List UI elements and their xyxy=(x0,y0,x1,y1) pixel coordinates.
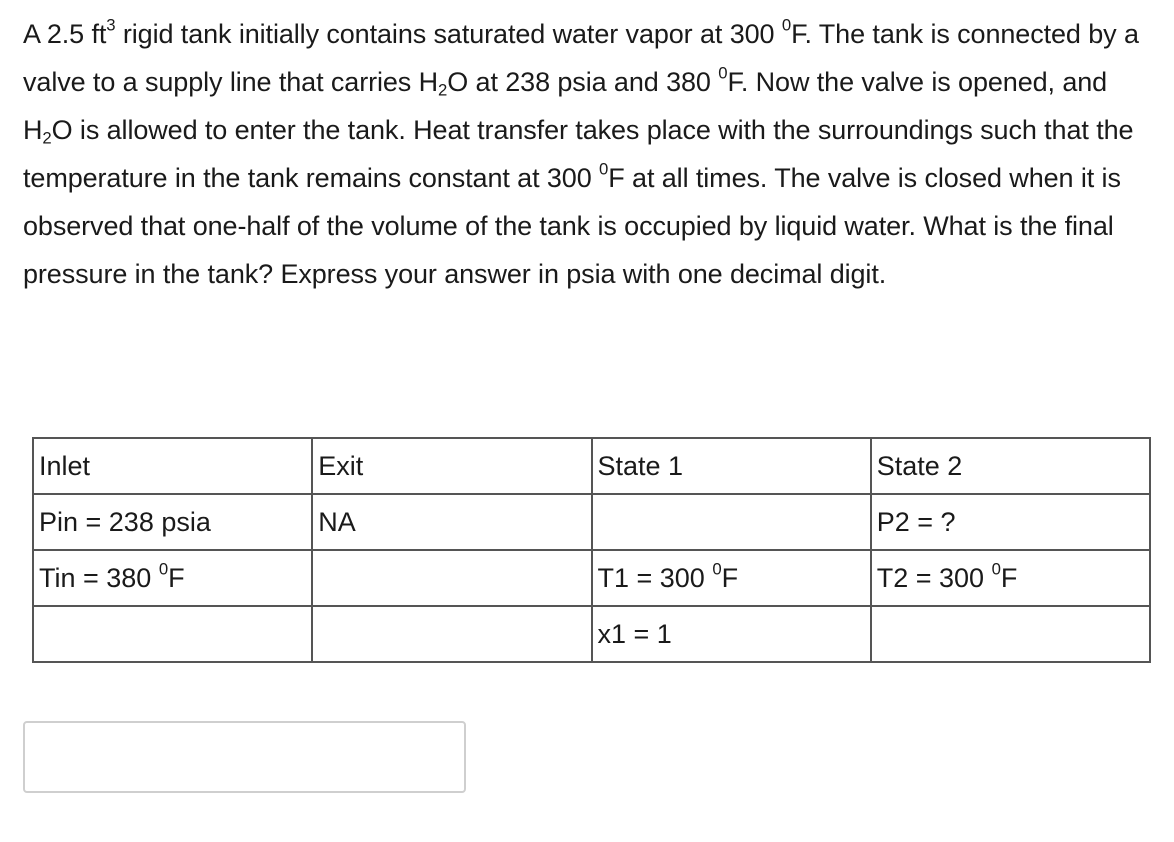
state-table xyxy=(32,437,1151,663)
cell-inlet-temperature: Tin = 380 $^0$F xyxy=(33,550,312,606)
header-inlet: Inlet xyxy=(33,438,312,494)
cell-exit-empty xyxy=(312,550,591,606)
cell-inlet-pressure: Pin = 238 psia xyxy=(33,494,312,550)
cell-exit-empty xyxy=(312,606,591,662)
superscript: 0 xyxy=(712,558,722,578)
superscript: 0 xyxy=(781,15,792,35)
cell-inlet-empty xyxy=(33,606,312,662)
cell-state2-empty xyxy=(871,606,1150,662)
cell-exit-value: NA xyxy=(312,494,591,550)
cell-state2-pressure: P2 = ? xyxy=(871,494,1150,550)
header-state-2: State 2 xyxy=(871,438,1150,494)
table-header-row xyxy=(33,438,1150,494)
cell-state2-temperature: T2 = 300 $^0$F xyxy=(871,550,1150,606)
superscript: 0 xyxy=(718,63,728,83)
superscript: 0 xyxy=(991,558,1001,578)
cell-state1-empty xyxy=(592,494,871,550)
superscript: 3 xyxy=(106,15,116,35)
table-row xyxy=(33,550,1150,606)
superscript: 0 xyxy=(599,159,609,179)
cell-state1-temperature: T1 = 300 $^0$F xyxy=(592,550,871,606)
header-exit: Exit xyxy=(312,438,591,494)
subscript: 2 xyxy=(438,80,448,100)
question-text: A 2.5 $ft^3$ rigid tank initially contains saturated water vapor at 300 $^0$F. The tank is connected by a valve to a supply line that carries $H_2O$ at 238 psia and 380 $^0$F. Now the valve is opened, and $H_2O$ is allowed to enter the tank. Heat transfer takes place with the surroundings such that the temperature in the tank remains constant at 300 $^0$F at all times. The valve is closed when it is observed that one-half of the volume of the tank is occupied by liquid water. What is the final pressure in the tank? Express your answer in psia with one decimal digit. xyxy=(23,15,1139,289)
header-state-1: State 1 xyxy=(592,438,871,494)
table-row xyxy=(33,606,1150,662)
answer-input[interactable] xyxy=(23,721,466,793)
superscript: 0 xyxy=(158,558,169,578)
cell-state1-quality: x1 = 1 xyxy=(592,606,871,662)
table-row xyxy=(33,494,1150,550)
subscript: 2 xyxy=(42,128,52,148)
